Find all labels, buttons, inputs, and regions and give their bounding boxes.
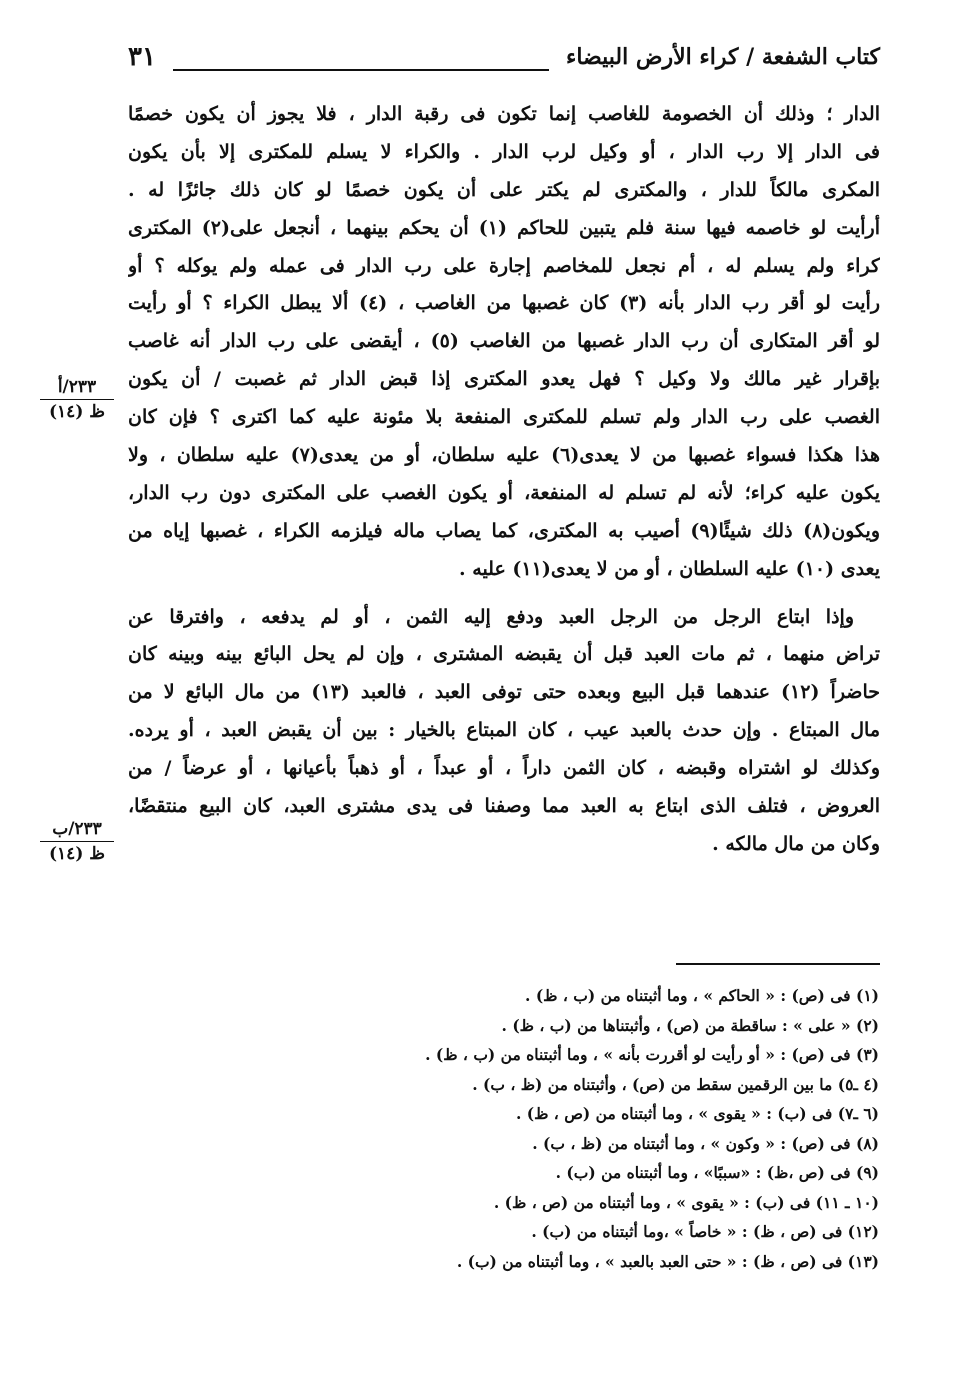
footnotes xyxy=(359,981,879,1276)
paragraph-gap xyxy=(128,589,880,599)
footnote-rule xyxy=(676,963,880,965)
text-line: العروض ، فتلف الذى ابتاع به العبد مما وصفنا فى يدى مشترى العبد، كان البيع منتقضًا، xyxy=(128,795,880,818)
footnote: (١٣) فى (ص ، ظ) : « حتى العبد بالعبد » ، وما أثبتناه من (ب) . xyxy=(456,1251,879,1271)
text-line: الدار ؛ وذلك أن الخصومة للغاصب إنما تكون فى رقبة الدار ، فلا يجوز أن يكون خصمًا xyxy=(128,103,880,125)
text-line: يعدى (١٠) عليه السلطان ، أو من لا يعدى(١١) عليه . xyxy=(459,557,880,580)
text-line: بإقرار غير مالك ولا وكيل ؟ فهل يعدو المكترى إذا قبض الدار ثم غصبت / أن يكون xyxy=(128,368,880,391)
footnote: (٨) فى (ص) : « وكون » ، وما أثبتناه من (ظ ، ب) . xyxy=(532,1133,879,1153)
manuscript-siglum: ظ (١٤) xyxy=(49,402,105,422)
folio-number: ٢٣٣/أ xyxy=(40,376,114,400)
margin-folio-ref xyxy=(40,376,114,423)
text-line: يكون عليه كراء؛ لأنه لم تسلم له المنفعة، أو يكون الغصب على المكترى دون رب الدار، xyxy=(128,481,880,504)
footnote: (٩) فى (ص ،ظ) : «سببًا» ، وما أثبتناه من (ب) . xyxy=(555,1163,879,1182)
text-line: فى الدار إلا رب الدار ، أو وكيل لرب الدار . والكراء لا يسلم للمكترى إلا بأن يكون xyxy=(128,140,880,163)
header-rule xyxy=(173,69,549,71)
text-line: هذا هكذا فسواء غصبها من لا يعدى(٦) عليه سلطان، أو من يعدى(٧) عليه سلطان ، ولا xyxy=(128,444,880,467)
folio-number: ٢٣٣/ب xyxy=(40,818,114,842)
footnote: (٦ ـ٧) فى (ب) : « يقوى » ، وما أثبتناه من (ص ، ظ) . xyxy=(515,1104,879,1123)
text-line: وكذلك لو اشتراه وقبضه ، كان الثمن داراً ، أو عبداً ، أو ذهباً بأعيانها ، أو عرضاً / من xyxy=(128,757,880,780)
text-line: كراء ولم يسلم له ، أم نجعل للمخاصم إجارة على رب الدار فى عمله ولم يوكله ؟ أو xyxy=(128,254,880,277)
text-line: وإذا ابتاع الرجل من الرجل العبد ودفع إليه الثمن ، أو لم يدفعه ، وافترقا عن xyxy=(128,605,854,628)
footnote: (١٢) فى (ص ، ظ) : « خاصاً » ،وما أثبتناه من (ب) . xyxy=(531,1222,879,1241)
text-line: وكان من مال مالكه . xyxy=(712,832,880,855)
running-title: كتاب الشفعة / كراء الأرض البيضاء xyxy=(565,44,880,70)
text-line: الغصب على رب الدار ولم تسلم للمكترى المنفعة بلا مئونة عليه كما اكترى ؟ فإن كان xyxy=(128,406,880,429)
text-line: رأيت لو أقر رب الدار بأنه (٣) كان غصبها من الغاصب ، (٤) ألا يبطل الكراء ؟ أو رأيت xyxy=(128,292,880,315)
footnote: (٢) « على » : ساقطة من (ص) ، وأثبتناها من (ب ، ظ) . xyxy=(501,1015,879,1035)
manuscript-siglum: ظ (١٤) xyxy=(49,844,105,864)
footnote: (٤ ـ٥) ما بين الرقمين سقط من (ص) ، وأثبتناه من (ظ ، ب) . xyxy=(472,1074,879,1094)
main-text xyxy=(128,96,880,864)
text-line: تراض منهما ، ثم مات العبد قبل أن يقبضه المشترى ، وإن لم يحل البائع بينه وبينه كان xyxy=(128,643,880,666)
margin-folio-ref xyxy=(40,818,114,865)
footnote: (٣) فى (ص) : « أو رأيت لو أقررت بأنه » ، وما أثبتناه من (ب ، ظ) . xyxy=(425,1045,879,1064)
footnote: (١) فى (ص) : « الحاكم » ، وما أثبتناه من (ب ، ظ) . xyxy=(525,986,879,1005)
paragraph xyxy=(128,96,880,589)
page-number: ٣١ xyxy=(128,42,156,72)
footnote: (١٠ ـ ١١) فى (ب) : « يقوى » ، وما أثبتناه من (ص ، ظ) . xyxy=(493,1192,879,1212)
text-line: ويكون(٨) ذلك شيئًا(٩) أصيب به المكترى، كما يصاب ماله فيلزمه الكراء ، غصبها إياه من xyxy=(128,519,880,542)
text-line: أرأيت لو خاصمه فيها سنة فلم يتبين للحاكم (١) أن يحكم بينهما ، أنجعل على(٢) المكترى xyxy=(128,216,880,239)
text-line: حاضراً (١٢) عندهما قبل البيع وبعده حتى توفى العبد ، فالعبد (١٣) من مال البائع لا من xyxy=(128,681,880,704)
text-line: مال المبتاع . وإن حدث بالعبد عيب ، كان المبتاع بالخيار : بين أن يقبض العبد ، أو يرده. xyxy=(128,719,880,742)
text-line: المكرى مالكاً للدار ، والمكترى لم يكتر على أن يكون خصمًا لو كان ذلك جائزًا له . xyxy=(128,178,880,201)
text-line: لو أقر المتكارى أن رب الدار غصبها من الغاصب (٥) ، أيقضى على رب الدار أنه غاصب xyxy=(128,330,880,353)
paragraph xyxy=(128,599,880,864)
running-header xyxy=(128,38,880,86)
